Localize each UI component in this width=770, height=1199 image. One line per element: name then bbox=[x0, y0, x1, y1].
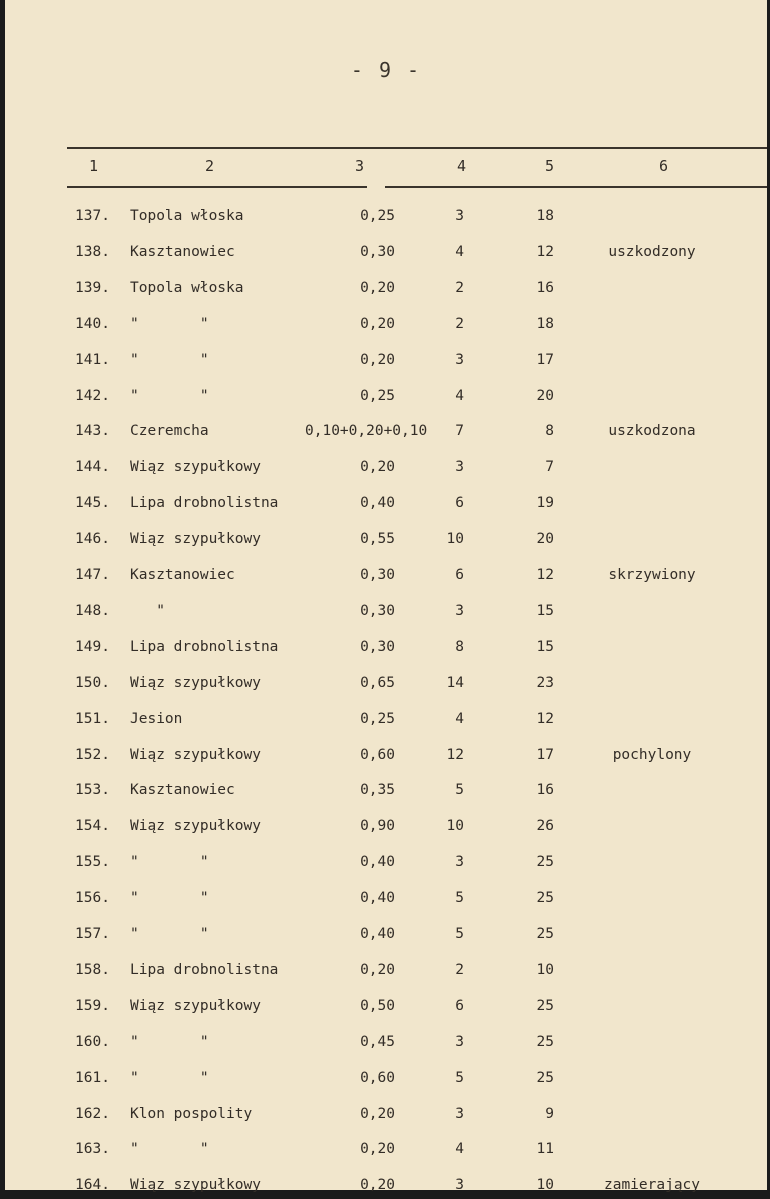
height-value: 3 bbox=[455, 351, 464, 368]
column-header-6: 6 bbox=[659, 157, 669, 175]
condition-note: pochylony bbox=[612, 746, 692, 763]
species-name: " " bbox=[130, 926, 209, 942]
age-value: 9 bbox=[545, 1105, 554, 1122]
column-header-5: 5 bbox=[545, 157, 555, 175]
trunk-diameter: 0,30 bbox=[360, 602, 395, 619]
height-value: 3 bbox=[455, 602, 464, 619]
condition-note: uszkodzona bbox=[608, 423, 696, 440]
trunk-diameter: 0,20 bbox=[360, 1177, 395, 1194]
trunk-diameter: 0,65 bbox=[360, 674, 395, 691]
species-name: Wiąz szypułkowy bbox=[130, 746, 261, 763]
trunk-diameter: 0,30 bbox=[360, 567, 395, 583]
trunk-diameter: 0,20 bbox=[360, 961, 395, 978]
height-value: 6 bbox=[455, 567, 464, 583]
species-name: Topola włoska bbox=[130, 208, 244, 224]
trunk-diameter: 0,20 bbox=[360, 279, 395, 296]
height-value: 4 bbox=[455, 1141, 464, 1158]
trunk-diameter: 0,35 bbox=[360, 782, 395, 799]
column-header-4: 4 bbox=[457, 157, 467, 175]
species-name: Wiąz szypułkowy bbox=[130, 1177, 261, 1194]
row-number: 154. bbox=[75, 818, 110, 835]
row-number: 162. bbox=[75, 1105, 110, 1122]
row-number: 142. bbox=[75, 387, 110, 404]
age-value: 15 bbox=[536, 602, 554, 619]
age-value: 25 bbox=[536, 926, 554, 942]
row-number: 139. bbox=[75, 279, 110, 296]
row-number: 146. bbox=[75, 531, 110, 548]
age-value: 18 bbox=[536, 208, 554, 224]
age-value: 20 bbox=[536, 531, 554, 548]
trunk-diameter: 0,40 bbox=[360, 926, 395, 942]
species-name: Jesion bbox=[130, 710, 183, 727]
trunk-diameter: 0,20 bbox=[360, 315, 395, 332]
height-value: 3 bbox=[455, 208, 464, 224]
height-value: 2 bbox=[455, 315, 464, 332]
species-name: " " bbox=[130, 351, 209, 368]
trunk-diameter: 0,25 bbox=[360, 710, 395, 727]
height-value: 3 bbox=[455, 854, 464, 871]
row-number: 158. bbox=[75, 961, 110, 978]
row-number: 164. bbox=[75, 1177, 110, 1194]
height-value: 6 bbox=[455, 997, 464, 1014]
species-name: Wiąz szypułkowy bbox=[130, 459, 261, 476]
age-value: 7 bbox=[545, 459, 554, 476]
species-name: " " bbox=[130, 854, 209, 871]
age-value: 25 bbox=[536, 1033, 554, 1050]
height-value: 12 bbox=[446, 746, 464, 763]
age-value: 25 bbox=[536, 890, 554, 907]
height-value: 4 bbox=[455, 710, 464, 727]
row-number: 153. bbox=[75, 782, 110, 799]
trunk-diameter: 0,25 bbox=[360, 208, 395, 224]
condition-note: uszkodzony bbox=[608, 243, 696, 260]
header-rule-bottom-right bbox=[385, 186, 767, 188]
row-number: 152. bbox=[75, 746, 110, 763]
height-value: 10 bbox=[446, 818, 464, 835]
species-name: " " bbox=[130, 1069, 209, 1086]
height-value: 3 bbox=[455, 1105, 464, 1122]
species-name: " " bbox=[130, 387, 209, 404]
age-value: 20 bbox=[536, 387, 554, 404]
trunk-diameter: 0,30 bbox=[360, 243, 395, 260]
age-value: 25 bbox=[536, 1069, 554, 1086]
species-name: Wiąz szypułkowy bbox=[130, 531, 261, 548]
age-value: 18 bbox=[536, 315, 554, 332]
row-number: 156. bbox=[75, 890, 110, 907]
height-value: 6 bbox=[455, 495, 464, 512]
height-value: 14 bbox=[446, 674, 464, 691]
species-name: Lipa drobnolistna bbox=[130, 638, 279, 655]
trunk-diameter: 0,20 bbox=[360, 1105, 395, 1122]
document-page bbox=[5, 0, 767, 1194]
trunk-diameter: 0,60 bbox=[360, 746, 395, 763]
age-value: 17 bbox=[536, 746, 554, 763]
trunk-diameter: 0,40 bbox=[360, 890, 395, 907]
age-value: 16 bbox=[536, 279, 554, 296]
species-name: Czeremcha bbox=[130, 423, 209, 440]
species-name: Wiąz szypułkowy bbox=[130, 818, 261, 835]
trunk-diameter: 0,20 bbox=[360, 1141, 395, 1158]
age-value: 19 bbox=[536, 495, 554, 512]
row-number: 144. bbox=[75, 459, 110, 476]
age-value: 11 bbox=[536, 1141, 554, 1158]
row-number: 157. bbox=[75, 926, 110, 942]
height-value: 5 bbox=[455, 782, 464, 799]
species-name: " " bbox=[130, 315, 209, 332]
row-number: 150. bbox=[75, 674, 110, 691]
row-number: 143. bbox=[75, 423, 110, 440]
row-number: 160. bbox=[75, 1033, 110, 1050]
trunk-diameter: 0,20 bbox=[360, 351, 395, 368]
row-number: 155. bbox=[75, 854, 110, 871]
height-value: 2 bbox=[455, 279, 464, 296]
species-name: " " bbox=[130, 1141, 209, 1158]
row-number: 137. bbox=[75, 208, 110, 224]
species-name: Kasztanowiec bbox=[130, 782, 235, 799]
trunk-diameter: 0,60 bbox=[360, 1069, 395, 1086]
row-number: 163. bbox=[75, 1141, 110, 1158]
page-number: - 9 - bbox=[350, 58, 422, 82]
age-value: 17 bbox=[536, 351, 554, 368]
row-number: 140. bbox=[75, 315, 110, 332]
row-number: 161. bbox=[75, 1069, 110, 1086]
trunk-diameter: 0,20 bbox=[360, 459, 395, 476]
species-name: " " bbox=[130, 1033, 209, 1050]
species-name: " " bbox=[130, 890, 209, 907]
age-value: 15 bbox=[536, 638, 554, 655]
height-value: 5 bbox=[455, 890, 464, 907]
condition-note: zamierający bbox=[603, 1177, 701, 1194]
age-value: 12 bbox=[536, 243, 554, 260]
age-value: 12 bbox=[536, 567, 554, 583]
header-rule-bottom-left bbox=[67, 186, 367, 188]
row-number: 138. bbox=[75, 243, 110, 260]
header-rule-top bbox=[67, 147, 767, 149]
trunk-diameter: 0,50 bbox=[360, 997, 395, 1014]
trunk-diameter: 0,10+0,20+0,10 bbox=[305, 423, 428, 440]
height-value: 10 bbox=[446, 531, 464, 548]
age-value: 16 bbox=[536, 782, 554, 799]
age-value: 25 bbox=[536, 997, 554, 1014]
height-value: 5 bbox=[455, 926, 464, 942]
species-name: " bbox=[130, 602, 165, 619]
age-value: 8 bbox=[545, 423, 554, 440]
species-name: Kasztanowiec bbox=[130, 567, 235, 583]
height-value: 3 bbox=[455, 459, 464, 476]
row-number: 149. bbox=[75, 638, 110, 655]
age-value: 25 bbox=[536, 854, 554, 871]
height-value: 4 bbox=[455, 243, 464, 260]
row-number: 145. bbox=[75, 495, 110, 512]
height-value: 7 bbox=[455, 423, 464, 440]
condition-note: skrzywiony bbox=[608, 567, 696, 583]
row-number: 147. bbox=[75, 567, 110, 583]
age-value: 23 bbox=[536, 674, 554, 691]
column-header-2: 2 bbox=[205, 157, 215, 175]
height-value: 2 bbox=[455, 961, 464, 978]
species-name: Wiąz szypułkowy bbox=[130, 674, 261, 691]
species-name: Kasztanowiec bbox=[130, 243, 235, 260]
row-number: 141. bbox=[75, 351, 110, 368]
trunk-diameter: 0,55 bbox=[360, 531, 395, 548]
trunk-diameter: 0,40 bbox=[360, 854, 395, 871]
species-name: Topola włoska bbox=[130, 279, 244, 296]
age-value: 10 bbox=[536, 961, 554, 978]
row-number: 151. bbox=[75, 710, 110, 727]
trunk-diameter: 0,30 bbox=[360, 638, 395, 655]
height-value: 3 bbox=[455, 1177, 464, 1194]
trunk-diameter: 0,90 bbox=[360, 818, 395, 835]
height-value: 4 bbox=[455, 387, 464, 404]
row-number: 159. bbox=[75, 997, 110, 1014]
column-header-1: 1 bbox=[89, 157, 99, 175]
species-name: Klon pospolity bbox=[130, 1105, 253, 1122]
age-value: 10 bbox=[536, 1177, 554, 1194]
height-value: 8 bbox=[455, 638, 464, 655]
trunk-diameter: 0,45 bbox=[360, 1033, 395, 1050]
age-value: 12 bbox=[536, 710, 554, 727]
height-value: 5 bbox=[455, 1069, 464, 1086]
column-header-3: 3 bbox=[355, 157, 365, 175]
row-number: 148. bbox=[75, 602, 110, 619]
species-name: Lipa drobnolistna bbox=[130, 961, 279, 978]
species-name: Lipa drobnolistna bbox=[130, 495, 279, 512]
height-value: 3 bbox=[455, 1033, 464, 1050]
species-name: Wiąz szypułkowy bbox=[130, 997, 261, 1014]
trunk-diameter: 0,40 bbox=[360, 495, 395, 512]
age-value: 26 bbox=[536, 818, 554, 835]
trunk-diameter: 0,25 bbox=[360, 387, 395, 404]
